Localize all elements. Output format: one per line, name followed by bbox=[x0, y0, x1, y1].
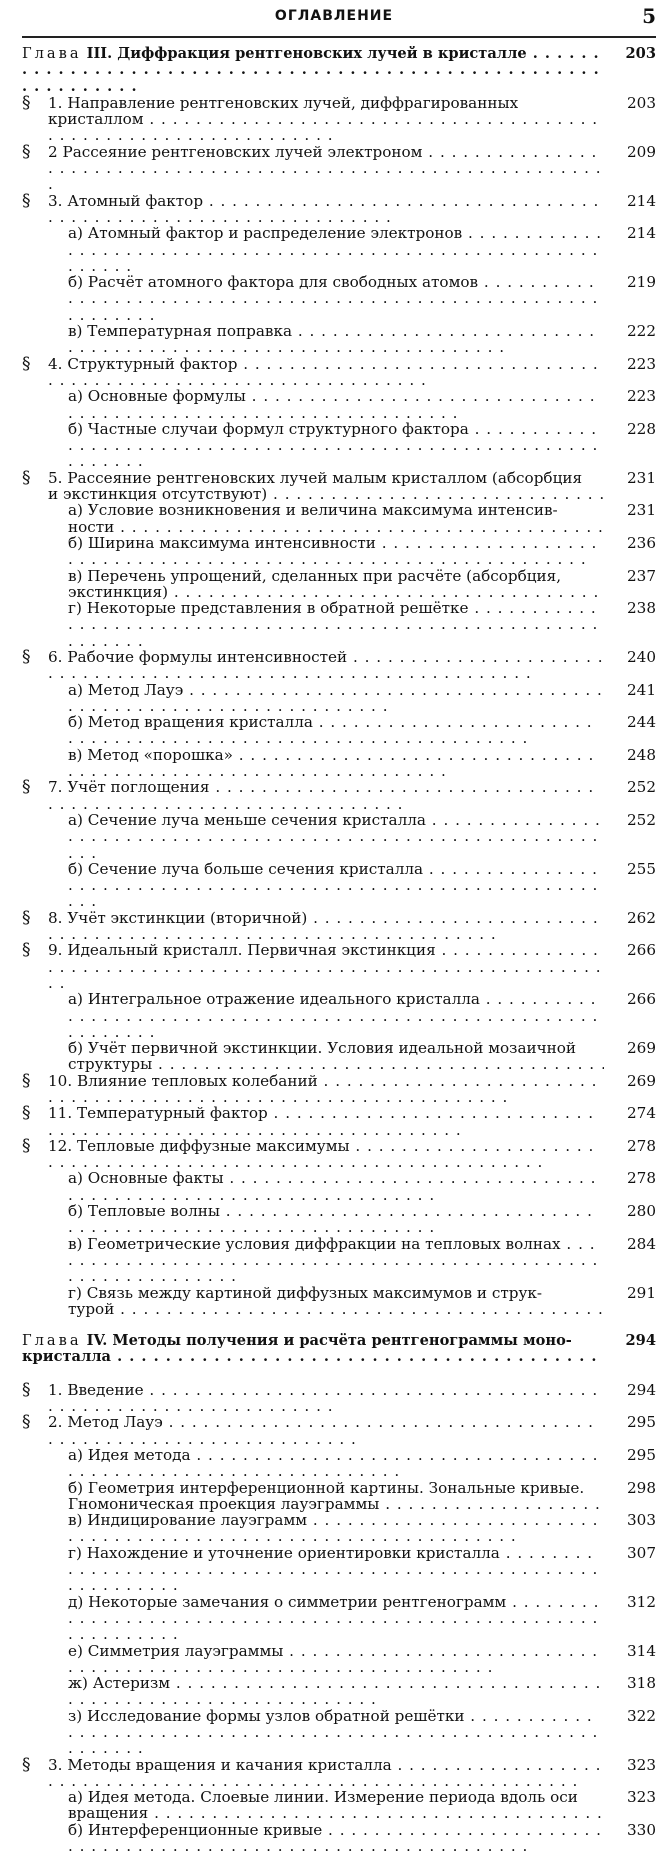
toc-entry-title: 2 Рассеяние рентгеновских лучей электроном . . . bbox=[48, 144, 602, 193]
toc-chapter bbox=[0, 1333, 668, 1366]
toc-entry-title: б) Тепловые волны . . . bbox=[68, 1203, 593, 1236]
toc-page-number: 214 bbox=[627, 224, 656, 243]
toc-entry-title: 8. Учёт экстинкции (вторичной) . . . bbox=[48, 910, 599, 943]
toc-spacer bbox=[0, 1366, 668, 1382]
toc-entry-title: а) Основные формулы . . . bbox=[68, 388, 596, 421]
toc-entry-title: г) Связь между картиной диффузных максимумов и струк- bbox=[68, 1284, 543, 1302]
toc-page-number: 284 bbox=[627, 1234, 656, 1253]
chapter-label: Глава bbox=[22, 1333, 82, 1350]
toc-page-number: 237 bbox=[627, 566, 656, 585]
section-sign: § bbox=[22, 646, 31, 667]
toc-entry-title: 7. Учёт поглощения . . . bbox=[48, 779, 594, 812]
toc-entry-title: а) Идея метода. Слоевые линии. Измерение периода вдоль оси bbox=[68, 1789, 578, 1807]
toc-entry-title: в) Индицирование лауэграмм . . . bbox=[68, 1512, 598, 1545]
toc-page-number: 323 bbox=[627, 1788, 656, 1807]
toc-entry-title: 11. Температурный фактор . . . bbox=[48, 1105, 594, 1138]
section-sign: § bbox=[22, 1070, 31, 1091]
toc-entry-continuation: и экстинкция отсутствуют) . . . bbox=[48, 486, 604, 502]
section-sign: § bbox=[22, 1103, 31, 1124]
toc-subsection bbox=[0, 1236, 668, 1285]
toc-section bbox=[0, 646, 668, 682]
toc-entry-title: а) Сечение луча меньше сечения кристалла . . . bbox=[68, 812, 601, 861]
toc-entry-title: б) Расчёт атомного фактора для свободных атомов . . . bbox=[68, 274, 598, 323]
toc-entry-title: з) Исследование формы узлов обратной решётки . . . bbox=[68, 1708, 598, 1757]
toc-entry-title: а) Атомный фактор и распределение электронов . . . bbox=[68, 225, 602, 274]
toc-entry-title: ж) Астеризм . . . bbox=[68, 1675, 601, 1708]
toc-entry-title: 6. Рабочие формулы интенсивностей . . . bbox=[48, 649, 604, 682]
toc-subsection bbox=[0, 274, 668, 323]
toc-entry-title: б) Сечение луча больше сечения кристалла . . . bbox=[68, 861, 598, 910]
toc-entry-continuation: вращения . . . bbox=[68, 1805, 604, 1821]
toc-page-number: 244 bbox=[627, 713, 656, 732]
toc-page-number: 252 bbox=[627, 810, 656, 829]
toc-entry-title: в) Температурная поправка . . . bbox=[68, 323, 595, 356]
toc-subsection bbox=[0, 1545, 668, 1594]
toc-section bbox=[0, 907, 668, 943]
toc-page-number: 236 bbox=[627, 533, 656, 552]
toc-page-number: 269 bbox=[627, 1071, 656, 1090]
toc-entry-title: а) Условие возникновения и величина максимума интенсив- bbox=[68, 502, 558, 520]
toc-entry-title: г) Нахождение и уточнение ориентировки кристалла . . . bbox=[68, 1545, 598, 1594]
toc-page-number: 231 bbox=[627, 501, 656, 520]
toc-subsection bbox=[0, 568, 668, 601]
toc-page-number: 295 bbox=[627, 1445, 656, 1464]
toc-subsection bbox=[0, 1480, 668, 1513]
toc-entry-title: III. Диффракция рентгеновских лучей в кристалле . . . bbox=[22, 46, 600, 95]
toc-page-number: 240 bbox=[627, 647, 656, 666]
section-sign: § bbox=[22, 1135, 31, 1156]
toc-entry-title: 10. Влияние тепловых колебаний . . . bbox=[48, 1073, 597, 1106]
toc-section bbox=[0, 353, 668, 389]
toc-page-number: 323 bbox=[627, 1755, 656, 1774]
toc-section bbox=[0, 1754, 668, 1790]
toc-subsection bbox=[0, 747, 668, 780]
toc-page-number: 241 bbox=[627, 680, 656, 699]
toc-page-number: 295 bbox=[627, 1413, 656, 1432]
toc-page-number: 266 bbox=[627, 990, 656, 1009]
toc-subsection bbox=[0, 991, 668, 1040]
section-sign: § bbox=[22, 353, 31, 374]
toc-section bbox=[0, 467, 668, 503]
toc-subsection bbox=[0, 1708, 668, 1757]
toc-page-number: 274 bbox=[627, 1104, 656, 1123]
toc-section bbox=[0, 190, 668, 226]
section-sign: § bbox=[22, 907, 31, 928]
toc-page-number: 322 bbox=[627, 1706, 656, 1725]
toc-page-number: 228 bbox=[627, 419, 656, 438]
toc-entry-title: в) Перечень упрощений, сделанных при расчёте (абсорбция, bbox=[68, 567, 562, 585]
section-sign: § bbox=[22, 1412, 31, 1433]
toc-entry-title: 3. Атомный фактор . . . bbox=[48, 193, 599, 226]
toc-page-number: 266 bbox=[627, 941, 656, 960]
toc-section bbox=[0, 1414, 668, 1447]
toc-entry-title: 4. Структурный фактор . . . bbox=[48, 356, 599, 389]
toc-entry-continuation: структуры . . . bbox=[68, 1056, 604, 1072]
toc-page-number: 330 bbox=[627, 1820, 656, 1839]
toc-page-number: 314 bbox=[627, 1641, 656, 1660]
toc-page-number: 209 bbox=[627, 142, 656, 161]
toc-entry-continuation: Гномоническая проекция лауэграммы . . . bbox=[68, 1496, 604, 1512]
toc-subsection bbox=[0, 812, 668, 861]
toc-page-number: 294 bbox=[627, 1380, 656, 1399]
toc-entry-title: а) Метод Лауэ . . . bbox=[68, 682, 603, 715]
toc-entry-title: е) Симметрия лауэграммы . . . bbox=[68, 1643, 598, 1676]
toc-page-number: 307 bbox=[627, 1543, 656, 1562]
toc-page-number: 318 bbox=[627, 1674, 656, 1693]
page-number: 5 bbox=[642, 4, 656, 28]
toc-entry-title: 1. Направление рентгеновских лучей, диффрагированных кристаллом . . . bbox=[48, 95, 598, 144]
section-sign: § bbox=[22, 1754, 31, 1775]
page-title: ОГЛАВЛЕНИЕ bbox=[274, 8, 394, 24]
toc-entry-continuation: турой . . . bbox=[68, 1301, 604, 1317]
toc-page-number: 231 bbox=[627, 468, 656, 487]
toc-subsection bbox=[0, 535, 668, 568]
toc-page-number: 291 bbox=[627, 1283, 656, 1302]
toc-section bbox=[0, 1070, 668, 1106]
toc-page-number: 223 bbox=[627, 354, 656, 373]
toc-page-number: 269 bbox=[627, 1039, 656, 1058]
toc-page-number: 203 bbox=[625, 45, 656, 62]
toc-page-number: 248 bbox=[627, 745, 656, 764]
toc-section bbox=[0, 92, 668, 144]
toc-page-number: 214 bbox=[627, 191, 656, 210]
toc-section bbox=[0, 1135, 668, 1171]
toc-entry-title: 2. Метод Лауэ . . . bbox=[48, 1414, 594, 1447]
toc-entry-title: 3. Методы вращения и качания кристалла . . . bbox=[48, 1757, 601, 1790]
toc-subsection bbox=[0, 1170, 668, 1203]
section-sign: § bbox=[22, 190, 31, 211]
toc-section bbox=[0, 141, 668, 193]
toc-page-number: 223 bbox=[627, 387, 656, 406]
toc-subsection bbox=[0, 1040, 668, 1073]
toc-entry-title: 12. Тепловые диффузные максимумы . . . bbox=[48, 1138, 594, 1171]
section-sign: § bbox=[22, 777, 31, 798]
toc-spacer bbox=[0, 1317, 668, 1333]
toc-subsection bbox=[0, 1822, 668, 1854]
toc-entry-title: 1. Введение . . . bbox=[48, 1382, 598, 1415]
toc-section bbox=[0, 942, 668, 991]
toc-entry-continuation: ности . . . bbox=[68, 519, 604, 535]
toc-entry-title: 9. Идеальный кристалл. Первичная экстинкция . . . bbox=[48, 942, 602, 991]
toc-entry-continuation: экстинкция) . . . bbox=[68, 584, 604, 600]
toc-subsection bbox=[0, 714, 668, 747]
toc-entry-continuation: кристалла . . . bbox=[22, 1349, 604, 1365]
toc-entry-title: б) Интерференционные кривые . . . bbox=[68, 1822, 602, 1854]
toc-page-number: 303 bbox=[627, 1511, 656, 1530]
toc-entry-title: б) Метод вращения кристалла . . . bbox=[68, 714, 593, 747]
toc-subsection bbox=[0, 1285, 668, 1318]
toc-subsection bbox=[0, 421, 668, 470]
toc-page-number: 312 bbox=[627, 1592, 656, 1611]
toc-page-number: 219 bbox=[627, 273, 656, 292]
toc-entry-title: б) Учёт первичной экстинкции. Условия идеальной мозаичной bbox=[68, 1040, 577, 1058]
toc-subsection bbox=[0, 388, 668, 421]
toc-subsection bbox=[0, 1512, 668, 1545]
toc-subsection bbox=[0, 1447, 668, 1480]
toc-subsection bbox=[0, 861, 668, 910]
section-sign: § bbox=[22, 92, 31, 113]
chapter-label: Глава bbox=[22, 46, 82, 62]
toc-page-number: 203 bbox=[627, 93, 656, 112]
toc-entry-title: б) Геометрия интерференционной картины. Зональные кривые. bbox=[68, 1479, 585, 1497]
toc-chapter bbox=[0, 46, 668, 95]
table-of-contents bbox=[0, 46, 668, 1854]
toc-page-number: 238 bbox=[627, 599, 656, 618]
toc-page-number: 222 bbox=[627, 322, 656, 341]
section-sign: § bbox=[22, 467, 31, 488]
toc-subsection bbox=[0, 1675, 668, 1708]
toc-page-number: 280 bbox=[627, 1202, 656, 1221]
toc-entry-title: г) Некоторые представления в обратной решётке . . . bbox=[68, 600, 598, 649]
toc-entry-title: в) Метод «порошка» . . . bbox=[68, 747, 594, 780]
toc-page-number: 262 bbox=[627, 908, 656, 927]
toc-section bbox=[0, 1379, 668, 1415]
toc-subsection bbox=[0, 323, 668, 356]
toc-entry-title: в) Геометрические условия диффракции на тепловых волнах . . . bbox=[68, 1236, 598, 1285]
toc-subsection bbox=[0, 1789, 668, 1822]
toc-entry-title: IV. Методы получения и расчёта рентгенограммы моно- bbox=[86, 1333, 572, 1350]
toc-entry-title: 5. Рассеяние рентгеновских лучей малым кристаллом (абсорбция bbox=[48, 469, 583, 487]
toc-entry-title: а) Интегральное отражение идеального кристалла . . . bbox=[68, 991, 598, 1040]
toc-page-number: 294 bbox=[625, 1332, 656, 1350]
toc-entry-title: б) Частные случаи формул структурного фактора . . . bbox=[68, 421, 598, 470]
section-sign: § bbox=[22, 141, 31, 162]
toc-page-number: 278 bbox=[627, 1169, 656, 1188]
toc-section bbox=[0, 1105, 668, 1138]
toc-subsection bbox=[0, 1594, 668, 1643]
toc-entry-title: а) Идея метода . . . bbox=[68, 1447, 599, 1480]
toc-subsection bbox=[0, 225, 668, 274]
section-sign: § bbox=[22, 1379, 31, 1400]
toc-page-number: 255 bbox=[627, 859, 656, 878]
section-sign: § bbox=[22, 940, 31, 961]
toc-subsection bbox=[0, 502, 668, 535]
toc-page-number: 252 bbox=[627, 778, 656, 797]
toc-subsection bbox=[0, 1203, 668, 1236]
toc-subsection bbox=[0, 600, 668, 649]
toc-entry-title: д) Некоторые замечания о симметрии рентгенограмм . . . bbox=[68, 1594, 600, 1643]
toc-subsection bbox=[0, 1643, 668, 1676]
toc-page-number: 298 bbox=[627, 1478, 656, 1497]
toc-entry-title: а) Основные факты . . . bbox=[68, 1170, 597, 1203]
toc-subsection bbox=[0, 682, 668, 715]
toc-page-number: 278 bbox=[627, 1136, 656, 1155]
toc-section bbox=[0, 779, 668, 812]
header-rule bbox=[22, 36, 656, 38]
toc-entry-title: б) Ширина максимума интенсивности . . . bbox=[68, 535, 597, 568]
